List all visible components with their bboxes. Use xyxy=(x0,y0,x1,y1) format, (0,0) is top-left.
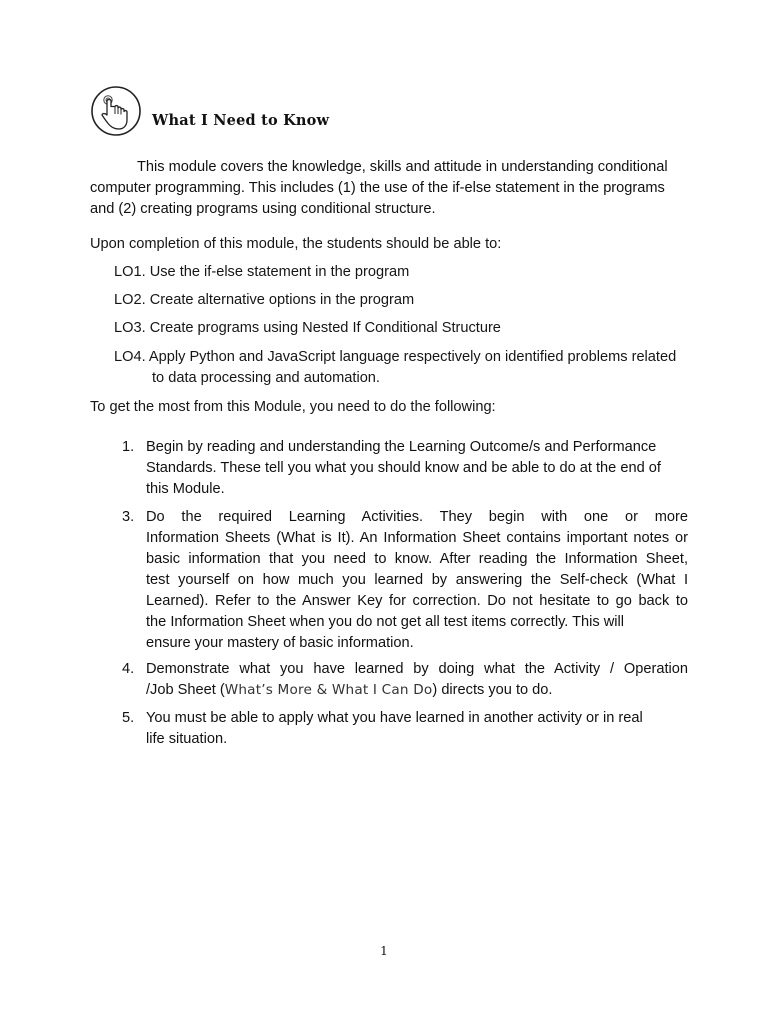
list-item-line: Learned). Refer to the Answer Key for correction. Do not hesitate to go back to xyxy=(146,593,688,609)
list-item-number: 3. xyxy=(122,509,135,525)
learning-objective-3: LO3. Create programs using Nested If Conditional Structure xyxy=(114,320,501,336)
list-item-line: ensure your mastery of basic information. xyxy=(146,635,414,651)
list-item-line: test yourself on how much you learned by answering the Self-check (What I xyxy=(146,572,688,588)
list-item-line: this Module. xyxy=(146,481,225,497)
list-item-line: the Information Sheet when you do not get all test items correctly. This will xyxy=(146,614,625,630)
section-header xyxy=(90,84,330,138)
list-item-line: Demonstrate what you have learned by doing what the Activity / Operation xyxy=(146,661,688,677)
list-item-text: /Job Sheet ( xyxy=(146,682,225,698)
list-item-text: ) directs you to do. xyxy=(432,682,553,698)
objectives-lead: Upon completion of this module, the students should be able to: xyxy=(90,236,502,252)
list-item-line: life situation. xyxy=(146,731,228,747)
list-item-number: 5. xyxy=(122,710,135,726)
learning-objective-1: LO1. Use the if-else statement in the program xyxy=(114,264,410,280)
page-number: 1 xyxy=(380,944,388,958)
list-item-line: Begin by reading and understanding the Learning Outcome/s and Performance xyxy=(146,439,657,455)
list-item-number: 1. xyxy=(122,439,135,455)
learning-objective-4: LO4. Apply Python and JavaScript language respectively on identified problems related xyxy=(114,349,677,365)
intro-line: computer programming. This includes (1) the use of the if-else statement in the programs xyxy=(90,180,665,196)
section-title: What I Need to Know xyxy=(152,112,330,129)
list-item-line: Information Sheets (What is It). An Information Sheet contains important notes or xyxy=(146,530,688,546)
instructions-lead: To get the most from this Module, you need to do the following: xyxy=(90,399,496,415)
learning-objective-2: LO2. Create alternative options in the program xyxy=(114,292,415,308)
hand-pointer-icon xyxy=(90,85,142,137)
intro-paragraph xyxy=(90,157,690,220)
list-item-line: Standards. These tell you what you should know and be able to do at the end of xyxy=(146,460,661,476)
list-item-line: basic information that you need to know. After reading the Information Sheet, xyxy=(146,551,688,567)
learning-objective-4-continuation: to data processing and automation. xyxy=(152,370,380,386)
intro-line: This module covers the knowledge, skills and attitude in understanding conditional xyxy=(137,159,668,175)
list-item-line: Do the required Learning Activities. They begin with one or more xyxy=(146,509,688,525)
list-item-emphasis: What’s More & What I Can Do xyxy=(224,682,433,698)
list-item-line: You must be able to apply what you have learned in another activity or in real xyxy=(146,710,643,726)
list-item-number: 4. xyxy=(122,661,135,677)
intro-line: and (2) creating programs using conditional structure. xyxy=(90,201,436,217)
list-item-line xyxy=(146,680,688,701)
